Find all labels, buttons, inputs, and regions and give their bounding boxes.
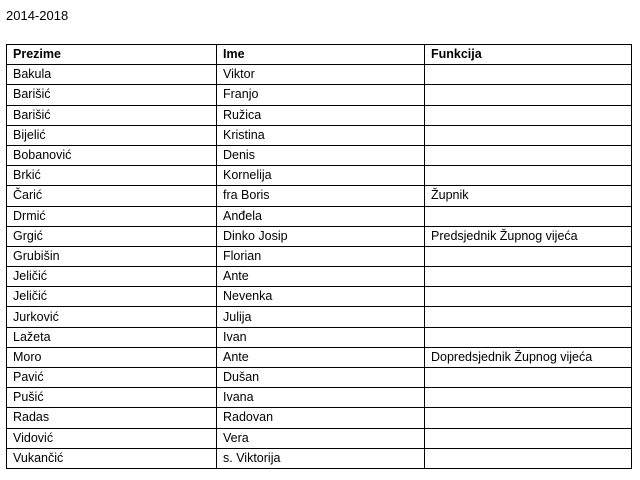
cell-ime: Florian	[217, 246, 425, 266]
table-header-row	[7, 45, 632, 65]
table-row	[7, 428, 632, 448]
cell-funkcija	[425, 428, 632, 448]
cell-prezime: Bobanović	[7, 145, 217, 165]
cell-ime: Dinko Josip	[217, 226, 425, 246]
cell-funkcija	[425, 246, 632, 266]
table-row	[7, 307, 632, 327]
cell-ime: Julija	[217, 307, 425, 327]
cell-prezime: Jurković	[7, 307, 217, 327]
cell-ime: Ivana	[217, 388, 425, 408]
cell-funkcija	[425, 105, 632, 125]
cell-funkcija	[425, 287, 632, 307]
table-row	[7, 145, 632, 165]
cell-funkcija	[425, 307, 632, 327]
column-header-funkcija: Funkcija	[425, 45, 632, 65]
table-row	[7, 206, 632, 226]
cell-prezime: Barišić	[7, 105, 217, 125]
column-header-ime: Ime	[217, 45, 425, 65]
cell-funkcija	[425, 85, 632, 105]
cell-ime: Nevenka	[217, 287, 425, 307]
cell-prezime: Lažeta	[7, 327, 217, 347]
cell-ime: Kristina	[217, 125, 425, 145]
cell-funkcija	[425, 125, 632, 145]
cell-funkcija	[425, 448, 632, 468]
cell-prezime: Barišić	[7, 85, 217, 105]
cell-funkcija	[425, 408, 632, 428]
cell-prezime: Bakula	[7, 65, 217, 85]
cell-ime: Viktor	[217, 65, 425, 85]
cell-funkcija: Predsjednik Župnog vijeća	[425, 226, 632, 246]
cell-funkcija	[425, 388, 632, 408]
cell-ime: Denis	[217, 145, 425, 165]
table-row	[7, 186, 632, 206]
cell-ime: Ante	[217, 347, 425, 367]
cell-funkcija: Dopredsjednik Župnog vijeća	[425, 347, 632, 367]
cell-prezime: Bijelić	[7, 125, 217, 145]
table-row	[7, 388, 632, 408]
cell-funkcija	[425, 65, 632, 85]
cell-prezime: Vukančić	[7, 448, 217, 468]
table-row	[7, 347, 632, 367]
document-title: 2014-2018	[6, 8, 69, 23]
cell-prezime: Drmić	[7, 206, 217, 226]
cell-ime: Dušan	[217, 368, 425, 388]
cell-ime: Ivan	[217, 327, 425, 347]
cell-prezime: Čarić	[7, 186, 217, 206]
table-row	[7, 65, 632, 85]
table-row	[7, 166, 632, 186]
cell-prezime: Jeličić	[7, 287, 217, 307]
cell-prezime: Grgić	[7, 226, 217, 246]
cell-prezime: Grubišin	[7, 246, 217, 266]
table-row	[7, 408, 632, 428]
members-table	[6, 44, 632, 469]
cell-funkcija	[425, 368, 632, 388]
cell-ime: Radovan	[217, 408, 425, 428]
cell-funkcija	[425, 206, 632, 226]
cell-funkcija	[425, 267, 632, 287]
table-row	[7, 85, 632, 105]
cell-prezime: Radas	[7, 408, 217, 428]
cell-funkcija	[425, 327, 632, 347]
cell-ime: Franjo	[217, 85, 425, 105]
cell-funkcija: Župnik	[425, 186, 632, 206]
table-row	[7, 368, 632, 388]
table-row	[7, 327, 632, 347]
cell-prezime: Pušić	[7, 388, 217, 408]
table-row	[7, 105, 632, 125]
column-header-prezime: Prezime	[7, 45, 217, 65]
cell-prezime: Jeličić	[7, 267, 217, 287]
cell-prezime: Brkić	[7, 166, 217, 186]
table-row	[7, 448, 632, 468]
cell-funkcija	[425, 166, 632, 186]
table-row	[7, 287, 632, 307]
table-row	[7, 246, 632, 266]
cell-prezime: Moro	[7, 347, 217, 367]
cell-ime: Ante	[217, 267, 425, 287]
cell-ime: Kornelija	[217, 166, 425, 186]
table-row	[7, 267, 632, 287]
cell-ime: fra Boris	[217, 186, 425, 206]
cell-prezime: Pavić	[7, 368, 217, 388]
cell-ime: Ružica	[217, 105, 425, 125]
cell-ime: Vera	[217, 428, 425, 448]
cell-ime: Anđela	[217, 206, 425, 226]
table-row	[7, 125, 632, 145]
cell-funkcija	[425, 145, 632, 165]
table-row	[7, 226, 632, 246]
cell-ime: s. Viktorija	[217, 448, 425, 468]
cell-prezime: Vidović	[7, 428, 217, 448]
